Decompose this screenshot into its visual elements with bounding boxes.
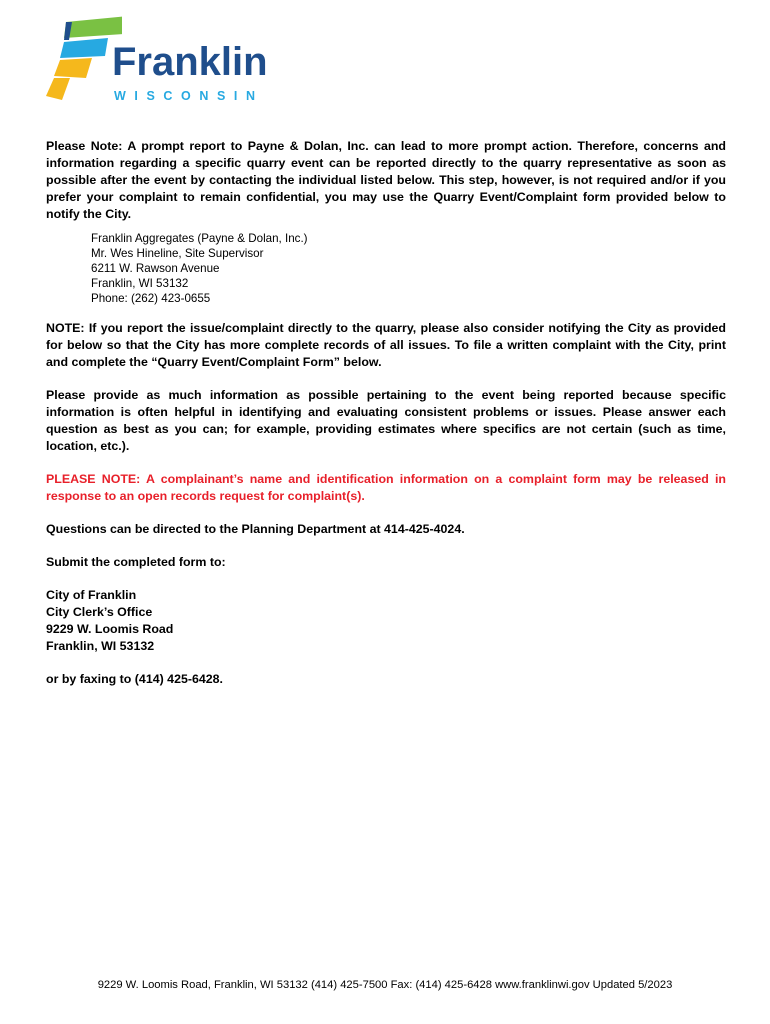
address-line: City of Franklin <box>46 588 137 602</box>
fax-line: or by faxing to (414) 425-6428. <box>46 672 223 686</box>
contact-line: Franklin, WI 53132 <box>91 277 189 290</box>
contact-line: Mr. Wes Hineline, Site Supervisor <box>91 247 264 260</box>
questions-line: Questions can be directed to the Planning Department at 414-425-4024. <box>46 522 465 536</box>
note-paragraph: NOTE: If you report the issue/complaint directly to the quarry, please also consider notifying the City as provided for below so that the City has more complete records of all issues. To file a written complaint with the City, print and complete the “Quarry Event/Complaint Form” below. <box>46 321 726 369</box>
address-line: 9229 W. Loomis Road <box>46 622 174 636</box>
intro-paragraph: Please Note: A prompt report to Payne & Dolan, Inc. can lead to more prompt action. Therefore, concerns and information regarding a specific quarry event can be reported directly to the quarry representative as soon as possible after the event by contacting the individual listed below. This step, however, is not required and/or if you prefer your complaint to remain confidential, you may use the Quarry Event/Complaint form provided below to notify the City. <box>46 139 726 221</box>
logo-wordmark: Franklin <box>112 40 268 84</box>
flag-icon <box>42 16 122 106</box>
document-body <box>46 138 726 688</box>
submit-label: Submit the completed form to: <box>46 555 226 569</box>
address-line: Franklin, WI 53132 <box>46 639 155 653</box>
franklin-logo <box>42 16 302 106</box>
quarry-contact-block <box>91 231 726 306</box>
records-warning: PLEASE NOTE: A complainant’s name and identification information on a complaint form may be released in response to an open records request for complaint(s). <box>46 472 726 503</box>
provide-info-paragraph: Please provide as much information as possible pertaining to the event being reported because specific information is often helpful in identifying and evaluating consistent problems or issues. Please answer each question as best as you can; for example, providing estimates where specifics are not certain (such as time, location, etc.). <box>46 388 726 453</box>
submit-address-block <box>46 587 726 655</box>
page-footer: 9229 W. Loomis Road, Franklin, WI 53132 (414) 425-7500 Fax: (414) 425-6428 www.franklinwi.gov Updated 5/2023 <box>97 979 673 991</box>
contact-line: 6211 W. Rawson Avenue <box>91 262 220 275</box>
address-line: City Clerk’s Office <box>46 605 153 619</box>
contact-line: Phone: (262) 423-0655 <box>91 292 211 305</box>
contact-line: Franklin Aggregates (Payne & Dolan, Inc.) <box>91 232 308 245</box>
logo-state: WISCONSIN <box>114 89 264 103</box>
